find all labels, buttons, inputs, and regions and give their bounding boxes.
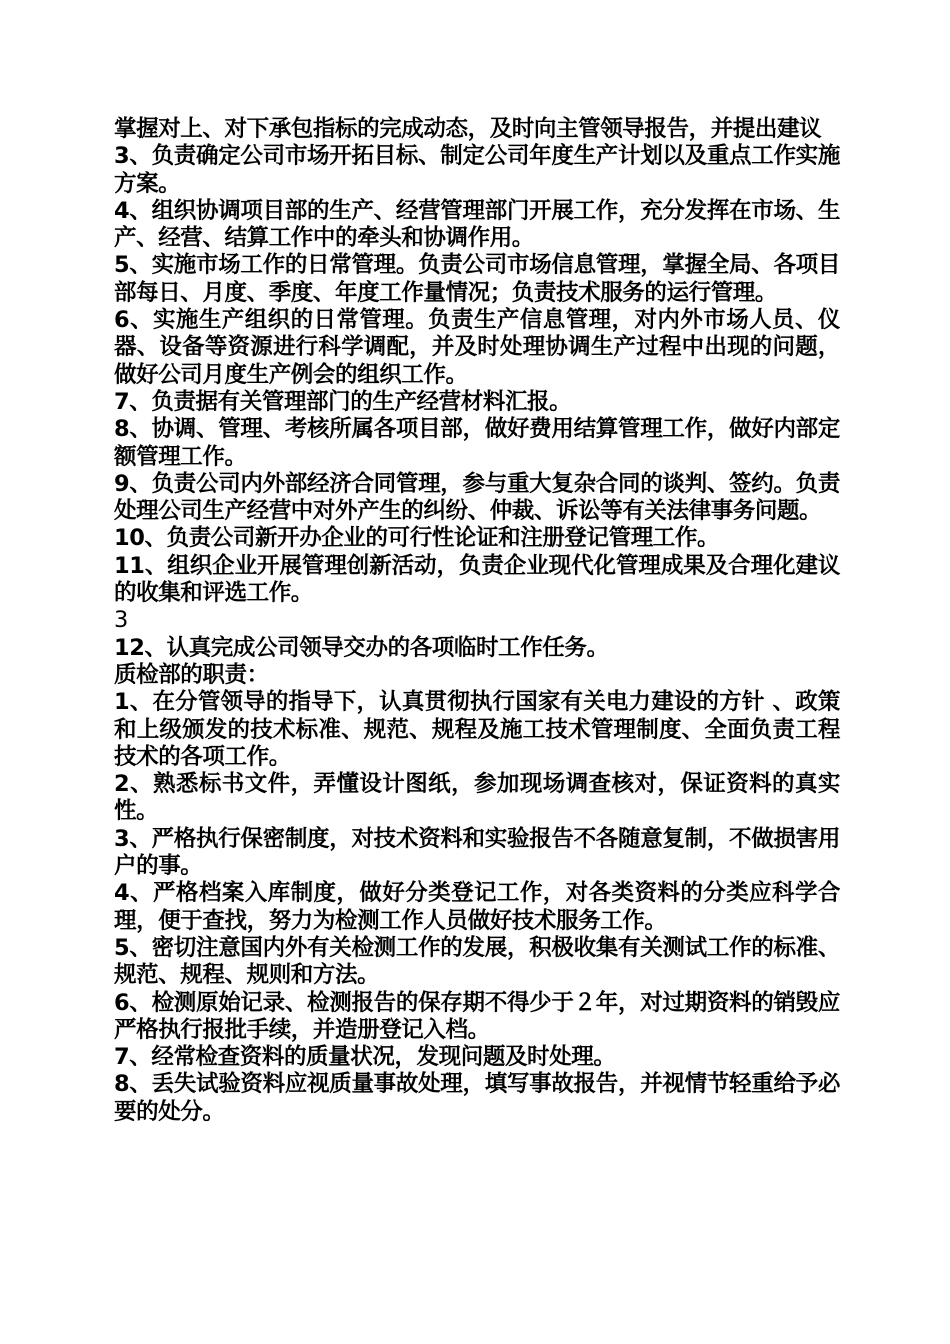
paragraph: 8、协调、管理、考核所属各项目部，做好费用结算管理工作，做好内部定额管理工作。: [114, 416, 840, 470]
paragraph: 7、负责据有关管理部门的生产经营材料汇报。: [114, 388, 572, 415]
paragraph: 掌握对上、对下承包指标的完成动态，及时向主管领导报告，并提出建议: [114, 116, 822, 142]
paragraph: 10、负责公司新开办企业的可行性论证和注册登记管理工作。: [114, 525, 720, 552]
paragraph: 6、实施生产组织的日常管理。负责生产信息管理，对内外市场人员、仪器、设备等资源进行科学调配，并及时处理协调生产过程中出现的问题，做好公司月度生产例会的组织工作。: [114, 307, 840, 388]
section-heading: 质检部的职责：: [114, 661, 269, 688]
paragraph: 7、经常检查资料的质量状况，发现问题及时处理。: [114, 1044, 616, 1071]
paragraph: 3、负责确定公司市场开拓目标、制定公司年度生产计划以及重点工作实施方案。: [114, 143, 840, 197]
paragraph: 3、严格执行保密制度，对技术资料和实验报告不各随意复制，不做损害用户的事。: [114, 825, 840, 880]
paragraph: 2、熟悉标书文件，弄懂设计图纸，参加现场调查核对，保证资料的真实性。: [114, 771, 840, 825]
paragraph: 9、负责公司内外部经济合同管理，参与重大复杂合同的谈判、签约。负责处理公司生产经营中对外产生的纠纷、仲裁、诉讼等有关法律事务问题。: [114, 470, 840, 525]
paragraph: 11、组织企业开展管理创新活动，负责企业现代化管理成果及合理化建议的收集和评选工作。: [114, 552, 840, 607]
paragraph: 5、实施市场工作的日常管理。负责公司市场信息管理，掌握全局、各项目部每日、月度、季度、年度工作量情况；负责技术服务的运行管理。: [114, 252, 840, 306]
paragraph: 8、丢失试验资料应视质量事故处理，填写事故报告，并视情节轻重给予必要的处分。: [114, 1071, 840, 1125]
document-body: [114, 116, 840, 1126]
paragraph: 4、严格档案入库制度，做好分类登记工作，对各类资料的分类应科学合理，便于查找，努力为检测工作人员做好技术服务工作。: [114, 880, 840, 934]
paragraph: 12、认真完成公司领导交办的各项临时工作任务。: [114, 634, 609, 661]
page-number: 3: [114, 607, 128, 634]
paragraph: 6、检测原始记录、检测报告的保存期不得少于２年，对过期资料的销毁应严格执行报批手续，并造册登记入档。: [114, 989, 840, 1043]
paragraph: 4、组织协调项目部的生产、经营管理部门开展工作，充分发挥在市场、生产、经营、结算工作中的牵头和协调作用。: [114, 197, 840, 252]
paragraph: 1、在分管领导的指导下，认真贯彻执行国家有关电力建设的方针 、政策和上级颁发的技术标准、规范、规程及施工技术管理制度、全面负责工程技术的各项工作。: [114, 689, 840, 770]
paragraph: 5、密切注意国内外有关检测工作的发展，积极收集有关测试工作的标准、规范、规程、规则和方法。: [114, 934, 840, 989]
